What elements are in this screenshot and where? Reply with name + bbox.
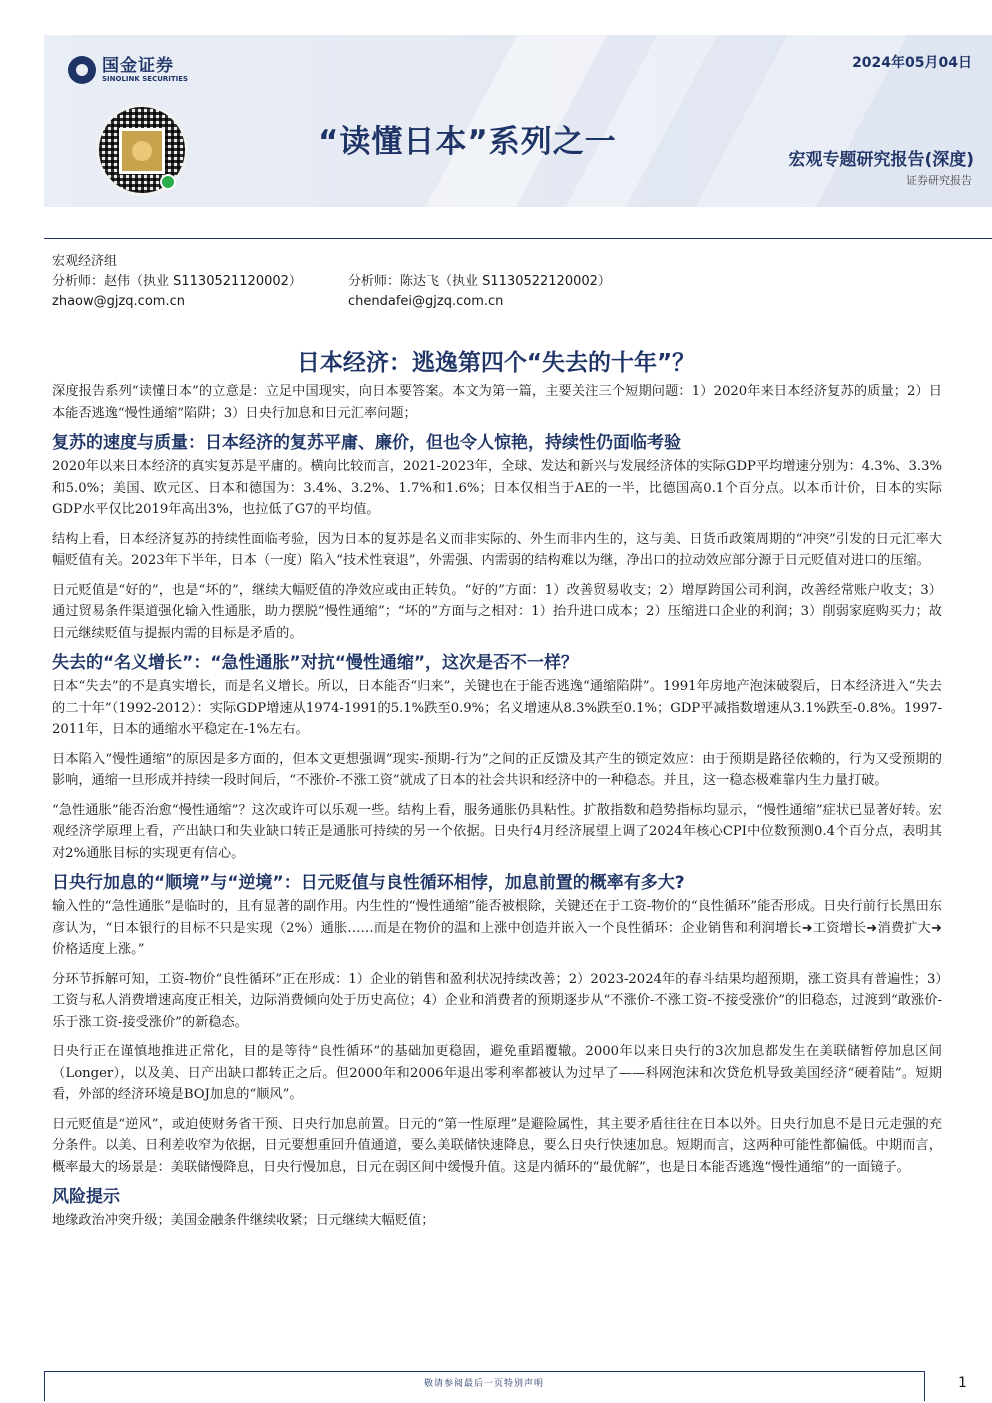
company-logo (68, 56, 188, 84)
report-body (52, 381, 942, 1240)
analyst-1-label: 分析师：赵伟（执业 S1130521120002） (52, 274, 302, 289)
body-paragraph: 日元贬值是“好的”，也是“坏的”，继续大幅贬值的净效应或由正转负。“好的”方面：1）改善贸易收支；2）增厚跨国公司利润，改善经常账户收支；3）通过贸易条件渠道强化输入性通胀，助力摆脱“慢性通缩”；“坏的”方面与之相对：1）抬升进口成本；2）压缩进口企业的利润；3）削弱家庭购买力；故日元继续贬值与提振内需的目标是矛盾的。 (52, 582, 942, 641)
main-title: 日本经济：逃逸第四个“失去的十年”？ (296, 350, 696, 376)
body-paragraph: 日本“失去”的不是真实增长，而是名义增长。所以，日本能否“归来”，关键也在于能否逃逸“通缩陷阱”。1991年房地产泡沫破裂后，日本经济进入“失去的二十年”（1992-2012）：实际GDP增速从1974-1991的5.1%跌至0.9%；名义增速从8.3%跌至0.1%；GDP平减指数增速从3.1%跌至-0.8%。1997-2011年，日本的通缩水平稳定在-1%左右。 (52, 679, 942, 737)
risk-paragraph: 地缘政治冲突升级；美国金融条件继续收紧；日元继续大幅贬值； (52, 1213, 435, 1228)
body-paragraph: 输入性的“急性通胀”是临时的，且有显著的副作用。内生性的“慢性通缩”能否被根除，关键还在于工资-物价的“良性循环”能否形成。日央行前行长黑田东彦认为，“日本银行的目标不只是实现（2%）通胀……而是在物价的温和上涨中创造并嵌入一个良性循环：企业销售和利润增长➜工资增长➜消费扩大➜价格适度上涨。” (52, 899, 942, 957)
section-heading: 日央行加息的“顺境”与“逆境”：日元贬值与良性循环相悖，加息前置的概率有多大? (52, 873, 685, 893)
section-heading: 失去的“名义增长”：“急性通胀”对抗“慢性通缩”，这次是否不一样？ (52, 653, 579, 673)
body-paragraph: 日本陷入“慢性通缩”的原因是多方面的，但本文更想强调“现实-预期-行为”之间的正反馈及其产生的锁定效应：由于预期是路径依赖的，行为又受预期的影响，通缩一旦形成并持续一段时间后，“不涨价-不涨工资”就成了日本的社会共识和经济中的一种稳态。并且，这一稳态极难靠内生力量打破。 (52, 751, 942, 788)
wechat-mini-program-icon (160, 174, 176, 190)
risk-heading: 风险提示 (52, 1187, 120, 1207)
brand-en: SINOLINK SECURITIES (102, 74, 189, 83)
body-paragraph: 分环节拆解可知，工资-物价“良性循环”正在形成：1）企业的销售和盈利状况持续改善；2）2023-2024年的春斗结果均超预期，涨工资具有普遍性；3）工资与私人消费增速高度正相关，边际消费倾向处于历史高位；4）企业和消费者的预期逐步从“不涨价-不涨工资-不接受涨价”的旧稳态，过渡到“敢涨价-乐于涨工资-接受涨价”的新稳态。 (52, 971, 942, 1030)
analyst-2-label: 分析师：陈达飞（执业 S1130522120002） (348, 274, 611, 289)
intro-paragraph: 深度报告系列“读懂日本”的立意是：立足中国现实，向日本要答案。本文为第一篇，主要关注三个短期问题：1）2020年来日本经济复苏的质量；2）日本能否逃逸“慢性通缩”陷阱；3）日央行加息和日元汇率问题； (52, 384, 942, 421)
qr-center-logo (119, 128, 165, 174)
footer-divider (44, 1371, 924, 1372)
body-paragraph: “急性通胀”能否治愈“慢性通缩”？这次或许可以乐观一些。结构上看，服务通胀仍具粘性。扩散指数和趋势指标均显示，“慢性通缩”症状已显著好转。宏观经济学原理上看，产出缺口和失业缺口转正是通胀可持续的另一个依据。日央行4月经济展望上调了2024年核心CPI中位数预测0.4个百分点，表明其对2%通胀目标的实现更有信心。 (52, 802, 942, 861)
footer-disclaimer: 敬请参阅最后一页特别声明 (423, 1379, 544, 1389)
body-paragraph: 2020年以来日本经济的真实复苏是平庸的。横向比较而言，2021-2023年，全球、发达和新兴与发展经济体的实际GDP平均增速分别为：4.3%、3.3%和5.0%；美国、欧元区、日本和德国为：3.4%、3.2%、1.7%和1.6%；日本仅相当于AE的一半，比德国高0.1个百分点。以本币计价，日本的实际GDP水平仅比2019年高出3%，也拉低了G7的平均值。 (52, 459, 942, 517)
brand-cn: 国金证券 (102, 55, 174, 76)
body-paragraph: 日央行正在谨慎地推进正常化，目的是等待“良性循环”的基础加更稳固，避免重蹈覆辙。2000年以来日央行的3次加息都发生在美联储暂停加息区间（Longer），以及美、日产出缺口都转正之后。但2000年和2006年退出零利率都被认为过早了——科网泡沫和次贷危机导致美国经济“硬着陆”。短期看，外部的经济环境是BOJ加息的“顺风”。 (52, 1044, 942, 1102)
section-heading: 复苏的速度与质量：日本经济的复苏平庸、廉价，但也令人惊艳，持续性仍面临考验 (52, 433, 681, 453)
footer-right-border (924, 1371, 925, 1401)
logo-icon (68, 56, 96, 84)
page-number: 1 (958, 1375, 967, 1391)
header-divider (44, 238, 992, 239)
report-date: 2024年05月04日 (852, 55, 972, 71)
analyst-group: 宏观经济组 (52, 254, 118, 269)
body-paragraph: 日元贬值是“逆风”，或迫使财务省干预、日央行加息前置。日元的“第一性原理”是避险属性，其主要矛盾往往在日本以外。日央行加息不是日元走强的充分条件。以美、日利差收窄为依据，日元要想重回升值通道，要么美联储快速降息，要么日央行快速加息。短期而言，这两种可能性都偏低。中期而言，概率最大的场景是：美联储慢降息，日央行慢加息，日元在弱区间中缓慢升值。这是内循环的“最优解”，也是日本能否逃逸“慢性通缩”的一面镜子。 (52, 1116, 942, 1175)
series-title: “读懂日本”系列之一 (318, 124, 617, 160)
report-subtype: 证券研究报告 (906, 174, 972, 187)
report-type: 宏观专题研究报告(深度) (788, 150, 974, 170)
body-paragraph: 结构上看，日本经济复苏的持续性面临考验，因为日本的复苏是名义而非实际的、外生而非内生的，这与美、日货币政策周期的“冲突”引发的日元汇率大幅贬值有关。2023年下半年，日本（一度）陷入“技术性衰退”，外需强、内需弱的结构难以为继，净出口的拉动效应部分源于日元贬值对进口的压缩。 (52, 531, 942, 568)
analyst-1-email[interactable]: zhaow@gjzq.com.cn (52, 294, 185, 309)
analyst-2-email[interactable]: chendafei@gjzq.com.cn (348, 294, 504, 309)
analyst-block (52, 252, 611, 312)
